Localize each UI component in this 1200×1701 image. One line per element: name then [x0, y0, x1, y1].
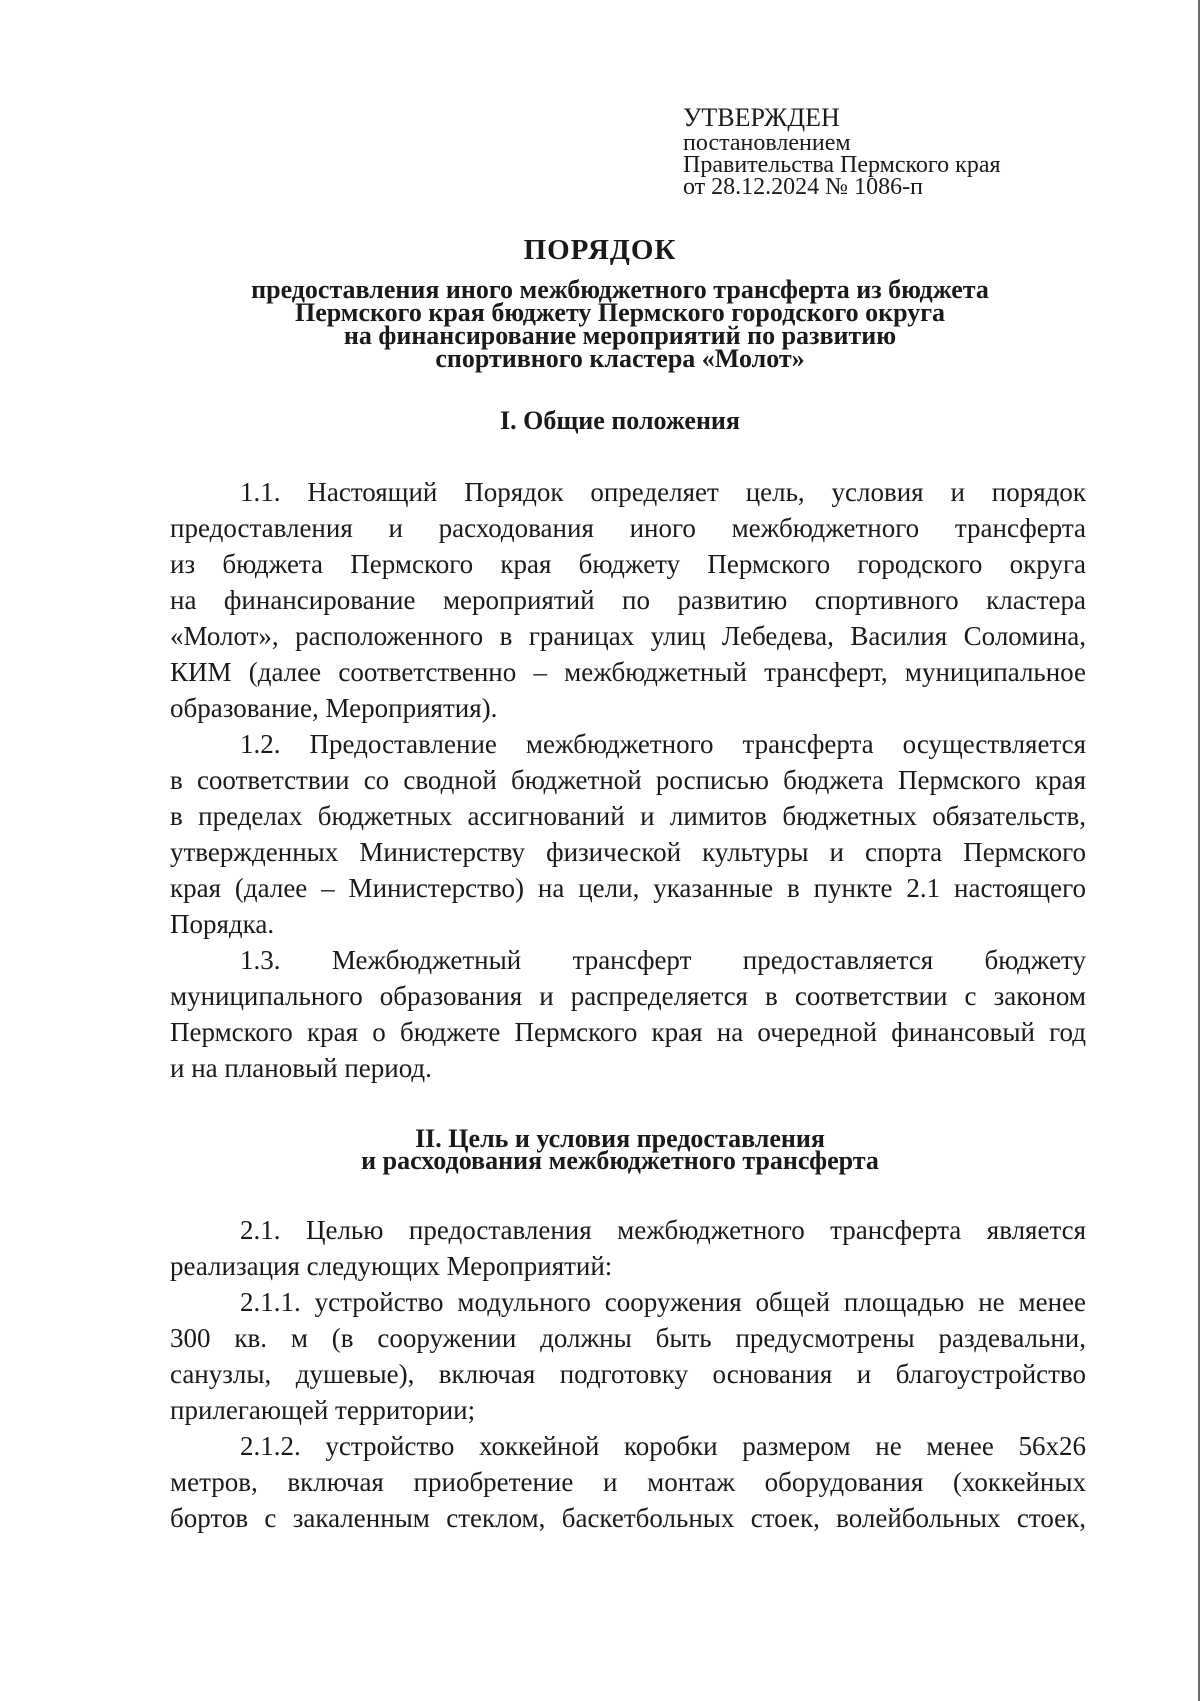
text-line: в соответствии со сводной бюджетной росписью бюджета Пермского края — [170, 765, 1086, 795]
text-line: прилегающей территории; — [170, 1395, 476, 1425]
text-line: санузлы, душевые), включая подготовку основания и благоустройство — [170, 1359, 1086, 1389]
subtitle-line: спортивного кластера «Молот» — [435, 344, 805, 373]
approval-line: постановлением — [683, 130, 851, 156]
subtitle-line: Пермского края бюджету Пермского городского округа — [294, 298, 946, 327]
text-line: края (далее – Министерство) на цели, указанные в пункте 2.1 настоящего — [170, 873, 1086, 903]
text-line: на финансирование мероприятий по развитию спортивного кластера — [170, 585, 1086, 615]
section-2-heading — [150, 1124, 1090, 1175]
text-line: бортов с закаленным стеклом, баскетбольных стоек, волейбольных стоек, — [170, 1503, 1086, 1533]
text-line: 1.3. Межбюджетный трансферт предоставляется бюджету — [240, 945, 1086, 975]
approval-line: Правительства Пермского края — [683, 152, 1001, 178]
document-title: ПОРЯДОК — [523, 234, 677, 266]
document-subtitle — [150, 275, 1090, 373]
text-line: предоставления и расходования иного межбюджетного трансферта — [170, 513, 1086, 543]
text-line: 2.1.2. устройство хоккейной коробки размером не менее 56х26 — [240, 1431, 1086, 1461]
text-line: метров, включая приобретение и монтаж оборудования (хоккейных — [170, 1467, 1086, 1497]
text-line: утвержденных Министерству физической культуры и спорта Пермского — [170, 837, 1086, 867]
text-line: образование, Мероприятия). — [170, 693, 498, 723]
text-line: 300 кв. м (в сооружении должны быть предусмотрены раздевальни, — [170, 1323, 1086, 1353]
approval-stamp: УТВЕРЖДЕН — [683, 103, 840, 132]
text-line: «Молот», расположенного в границах улиц Лебедева, Василия Соломина, — [170, 621, 1086, 651]
section-2-body — [170, 1212, 1086, 1536]
section-2-heading-line: и расходования межбюджетного трансферта — [361, 1146, 879, 1175]
text-line: Порядка. — [170, 909, 275, 939]
text-line: КИМ (далее соответственно – межбюджетный трансферт, муниципальное — [170, 657, 1086, 687]
section-2-heading-line: II. Цель и условия предоставления — [415, 1124, 825, 1153]
text-line: реализация следующих Мероприятий: — [170, 1251, 613, 1281]
text-line: 2.1. Целью предоставления межбюджетного трансферта является — [240, 1215, 1086, 1245]
approval-line: от 28.12.2024 № 1086-п — [683, 174, 923, 200]
text-line: муниципального образования и распределяется в соответствии с законом — [170, 981, 1086, 1011]
text-line: Пермского края о бюджете Пермского края на очередной финансовый год — [170, 1017, 1086, 1047]
section-1-body — [170, 474, 1086, 1086]
section-1-heading: I. Общие положения — [500, 406, 740, 435]
text-line: 2.1.1. устройство модульного сооружения общей площадью не менее — [240, 1287, 1086, 1317]
text-line: из бюджета Пермского края бюджету Пермского городского округа — [170, 549, 1086, 579]
text-line: и на плановый период. — [170, 1053, 432, 1083]
text-line: в пределах бюджетных ассигнований и лимитов бюджетных обязательств, — [170, 801, 1086, 831]
approval-block — [683, 104, 1103, 198]
subtitle-line: на финансирование мероприятий по развитию — [343, 321, 897, 350]
text-line: 1.2. Предоставление межбюджетного трансферта осуществляется — [240, 729, 1086, 759]
text-line: 1.1. Настоящий Порядок определяет цель, условия и порядок — [240, 477, 1086, 507]
subtitle-line: предоставления иного межбюджетного трансферта из бюджета — [251, 275, 989, 304]
